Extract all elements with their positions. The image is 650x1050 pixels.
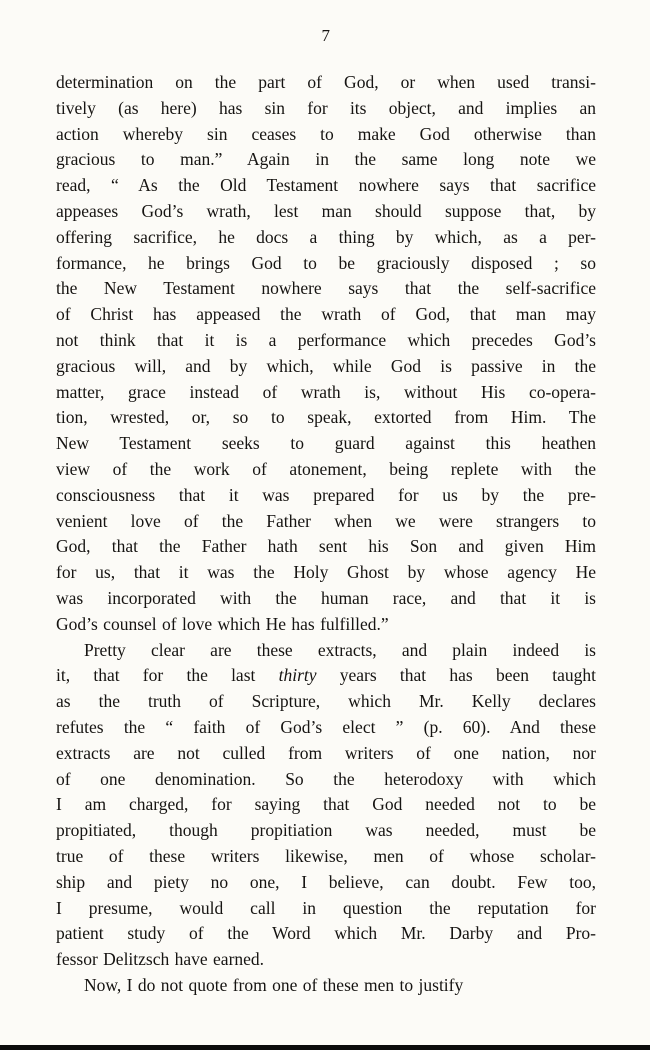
text-line [56, 560, 596, 586]
text-line [56, 947, 596, 973]
text-segment: I presume, would call in question the reputation for [56, 897, 596, 918]
text-segment: not think that it is a performance which precedes God’s [56, 329, 596, 350]
text-line [56, 70, 596, 96]
text-line [56, 612, 596, 638]
text-line [56, 973, 596, 999]
text-line [56, 173, 596, 199]
text-segment: tion, wrested, or, so to speak, extorted from Him. The [56, 407, 596, 428]
text-segment: New Testament seeks to guard against this heathen [56, 433, 596, 454]
text-line [56, 147, 596, 173]
text-segment: Pretty clear are these extracts, and plain indeed is [84, 639, 596, 660]
text-line [56, 96, 596, 122]
text-line [56, 767, 596, 793]
text-segment: was incorporated with the human race, and that it is [56, 587, 596, 608]
text-line [56, 354, 596, 380]
text-line [56, 689, 596, 715]
text-segment: years that has been taught [316, 665, 596, 686]
text-line [56, 509, 596, 535]
text-segment: action whereby sin ceases to make God otherwise than [56, 123, 596, 144]
text-line [56, 380, 596, 406]
text-segment: it, that for the last [56, 665, 279, 686]
text-segment: formance, he brings God to be graciously disposed ; so [56, 252, 596, 273]
text-segment: refutes the “ faith of God’s elect ” (p. 60). And these [56, 716, 596, 737]
text-line [56, 663, 596, 689]
text-line [56, 792, 596, 818]
text-line [56, 302, 596, 328]
text-line [56, 276, 596, 302]
text-segment: gracious to man.” Again in the same long note we [56, 149, 596, 170]
text-line [56, 896, 596, 922]
text-segment: true of these writers likewise, men of whose scholar- [56, 845, 596, 866]
text-line [56, 638, 596, 664]
text-segment: extracts are not culled from writers of one nation, nor [56, 742, 596, 763]
text-segment: consciousness that it was prepared for us by the pre- [56, 484, 596, 505]
text-segment: Now, I do not quote from one of these men to justify [84, 974, 464, 995]
text-segment: determination on the part of God, or when used transi- [56, 72, 596, 92]
text-segment: God’s counsel of love which He has fulfilled.” [56, 613, 389, 634]
text-segment: matter, grace instead of wrath is, without His co-opera- [56, 381, 596, 402]
text-line [56, 405, 596, 431]
text-line [56, 225, 596, 251]
text-segment: God, that the Father hath sent his Son and given Him [56, 536, 596, 557]
text-segment: of Christ has appeased the wrath of God, that man may [56, 304, 596, 325]
text-line [56, 870, 596, 896]
text-line [56, 431, 596, 457]
text-line [56, 251, 596, 277]
text-segment: offering sacrifice, he docs a thing by which, as a per- [56, 226, 596, 247]
text-segment: view of the work of atonement, being replete with the [56, 458, 596, 479]
text-segment: I am charged, for saying that God needed not to be [56, 794, 596, 815]
text-line [56, 483, 596, 509]
italic-text: thirty [278, 665, 317, 686]
text-line [56, 586, 596, 612]
text-segment: propitiated, though propitiation was needed, must be [56, 820, 596, 841]
text-segment: fessor Delitzsch have earned. [56, 949, 265, 970]
page-body [56, 70, 596, 999]
text-segment: gracious will, and by which, while God is passive in the [56, 355, 596, 376]
text-segment: for us, that it was the Holy Ghost by whose agency He [56, 562, 596, 583]
text-segment: ship and piety no one, I believe, can doubt. Few too, [56, 871, 596, 892]
text-segment: appeases God’s wrath, lest man should suppose that, by [56, 200, 596, 221]
text-line [56, 921, 596, 947]
text-segment: of one denomination. So the heterodoxy with which [56, 768, 596, 789]
text-line [56, 457, 596, 483]
text-segment: tively (as here) has sin for its object, and implies an [56, 97, 596, 118]
text-line [56, 328, 596, 354]
text-line [56, 534, 596, 560]
text-line [56, 122, 596, 148]
text-line [56, 741, 596, 767]
text-line [56, 715, 596, 741]
text-segment: patient study of the Word which Mr. Darby and Pro- [56, 923, 596, 944]
text-line [56, 199, 596, 225]
page-number: 7 [321, 26, 331, 45]
text-segment: the New Testament nowhere says that the self-sacrifice [56, 278, 596, 299]
text-segment: read, “ As the Old Testament nowhere says that sacrifice [56, 175, 596, 196]
text-line [56, 818, 596, 844]
text-segment: venient love of the Father when we were strangers to [56, 510, 596, 531]
text-line [56, 844, 596, 870]
text-segment: as the truth of Scripture, which Mr. Kelly declares [56, 691, 596, 712]
scan-bottom-edge [0, 1045, 650, 1050]
